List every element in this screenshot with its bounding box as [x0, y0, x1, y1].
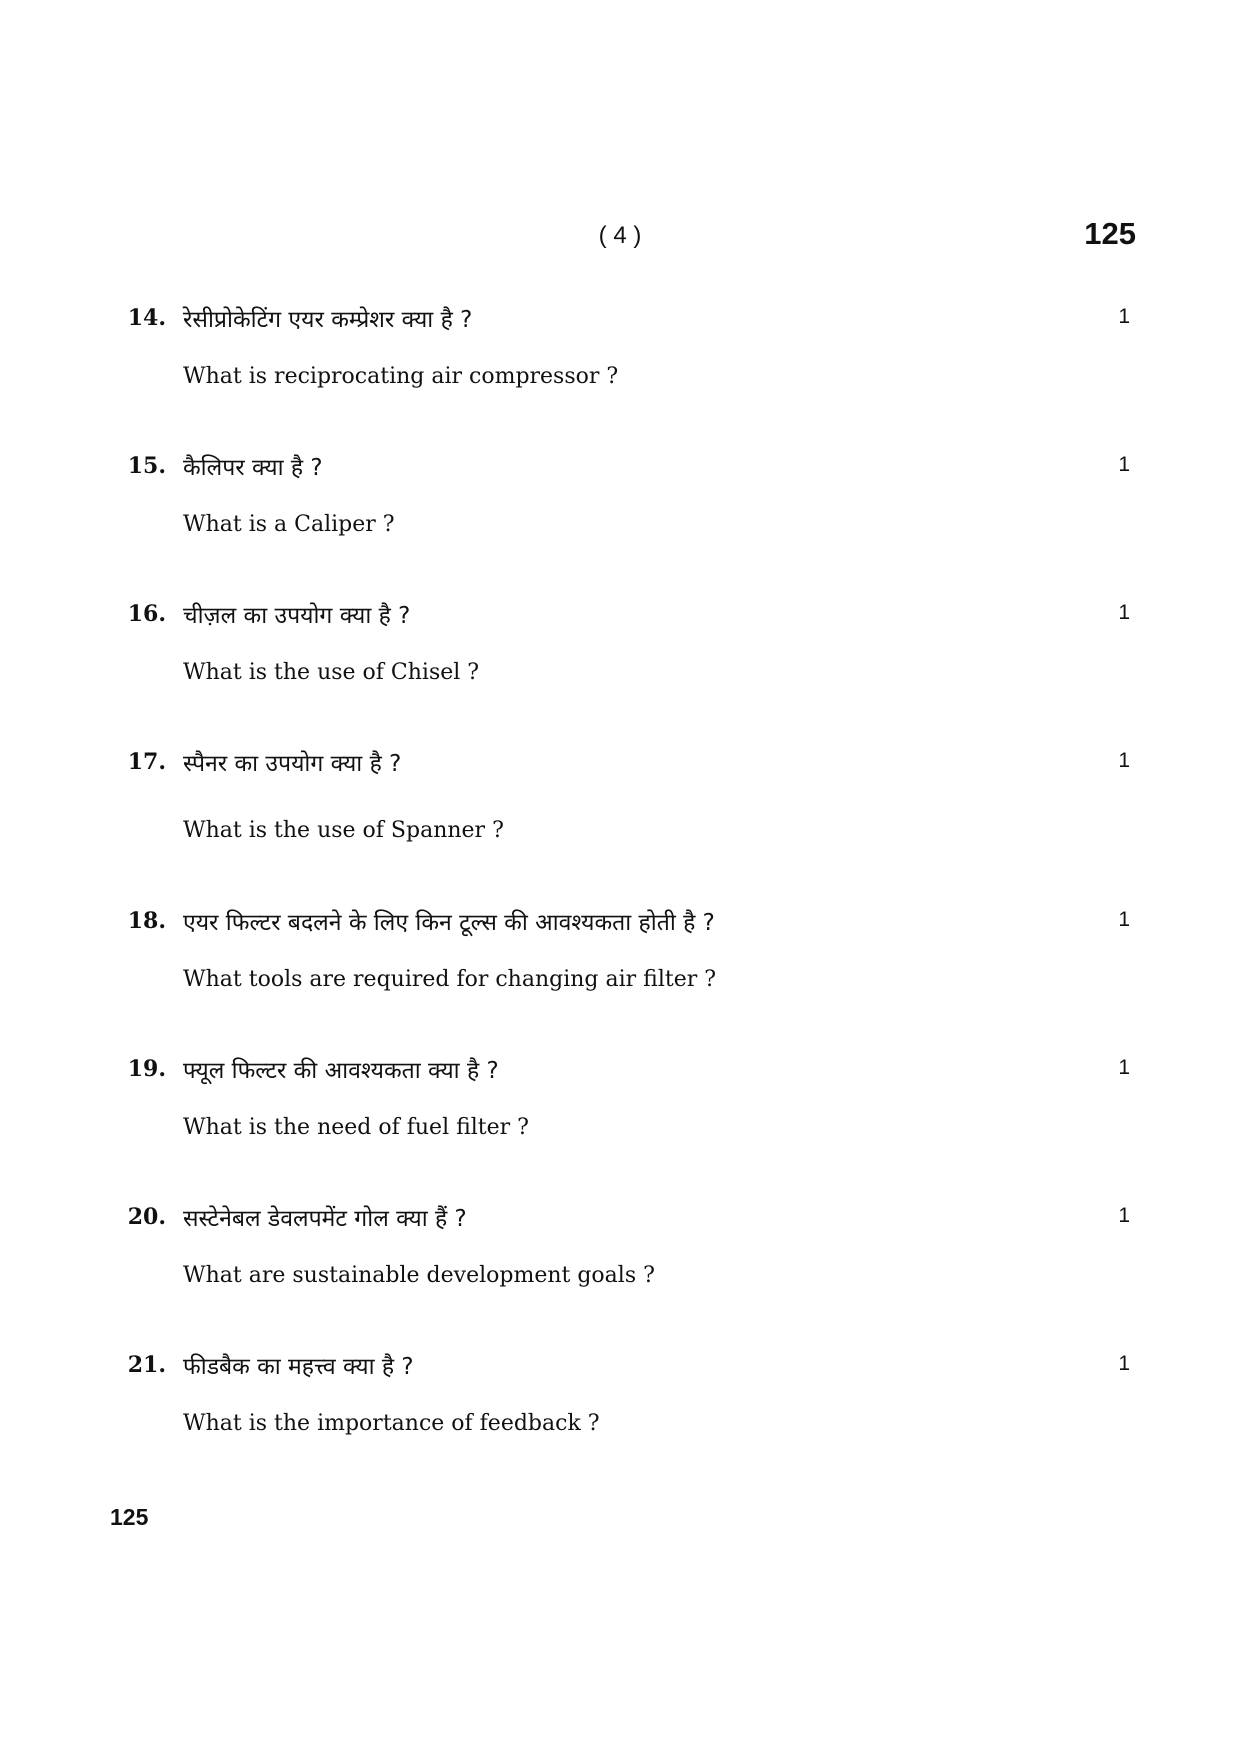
question-19 — [0, 1053, 1240, 1201]
question-text-english: What is reciprocating air compressor ? — [183, 364, 619, 389]
question-marks: 1 — [1118, 1352, 1130, 1375]
question-text-english: What tools are required for changing air filter ? — [183, 967, 717, 992]
question-number: 21. — [127, 1352, 166, 1378]
question-text-english: What is a Caliper ? — [183, 512, 395, 537]
question-text-english: What are sustainable development goals ? — [183, 1263, 655, 1288]
question-marks: 1 — [1118, 908, 1130, 931]
question-text-hindi: रेसीप्रोकेटिंग एयर कम्प्रेशर क्या है ? — [183, 307, 473, 333]
question-text-english: What is the use of Chisel ? — [183, 660, 480, 685]
question-21 — [0, 1349, 1240, 1497]
question-20 — [0, 1201, 1240, 1349]
question-marks: 1 — [1118, 1204, 1130, 1227]
question-number: 19. — [127, 1056, 166, 1082]
paper-code-footer: 125 — [110, 1504, 149, 1530]
question-marks: 1 — [1118, 1056, 1130, 1079]
question-marks: 1 — [1118, 601, 1130, 624]
question-15 — [0, 450, 1240, 598]
paper-code-header: 125 — [1084, 216, 1136, 251]
question-text-hindi: एयर फिल्टर बदलने के लिए किन टूल्स की आवश्यकता होती है ? — [183, 910, 715, 936]
question-text-hindi: फ्यूल फिल्टर की आवश्यकता क्या है ? — [183, 1058, 499, 1084]
question-number: 16. — [127, 601, 166, 627]
question-number: 18. — [127, 908, 166, 934]
question-text-hindi: कैलिपर क्या है ? — [183, 455, 323, 481]
question-18 — [0, 905, 1240, 1053]
question-number: 17. — [127, 749, 166, 775]
question-text-english: What is the need of fuel filter ? — [183, 1115, 529, 1140]
question-17 — [0, 746, 1240, 905]
question-text-hindi: चीज़ल का उपयोग क्या है ? — [183, 603, 411, 629]
question-marks: 1 — [1118, 305, 1130, 328]
question-14 — [0, 302, 1240, 450]
page-number: ( 4 ) — [598, 222, 642, 249]
question-number: 20. — [127, 1204, 166, 1230]
question-marks: 1 — [1118, 749, 1130, 772]
question-text-hindi: फीडबैक का महत्त्व क्या है ? — [183, 1354, 414, 1380]
question-list — [0, 302, 1240, 1497]
question-text-hindi: स्पैनर का उपयोग क्या है ? — [183, 751, 402, 777]
question-text-english: What is the use of Spanner ? — [183, 818, 504, 843]
question-16 — [0, 598, 1240, 746]
question-marks: 1 — [1118, 453, 1130, 476]
question-text-hindi: सस्टेनेबल डेवलपमेंट गोल क्या हैं ? — [183, 1206, 467, 1232]
question-text-english: What is the importance of feedback ? — [183, 1411, 600, 1436]
question-number: 15. — [127, 453, 166, 479]
question-number: 14. — [127, 305, 166, 331]
